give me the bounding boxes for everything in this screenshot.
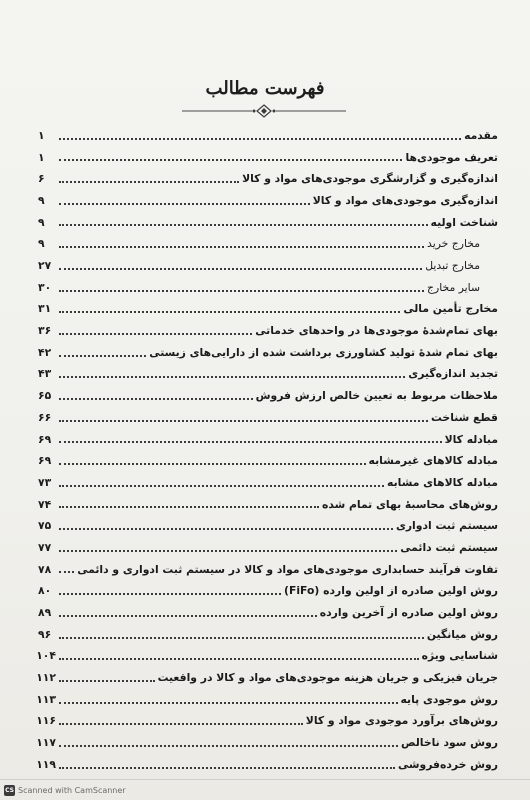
- dot-leader: [59, 138, 461, 140]
- toc-entry-page-number: ۱: [38, 128, 45, 142]
- toc-entry: [38, 144, 498, 166]
- dot-leader: [59, 571, 74, 573]
- dot-leader: [59, 159, 402, 161]
- toc-entry: [38, 122, 498, 144]
- toc-entry-page-number: ۷۳: [38, 475, 52, 489]
- dot-leader: [59, 745, 398, 747]
- dot-leader: [59, 355, 146, 357]
- toc-entry-page-number: ۱۱۷: [36, 736, 56, 750]
- dot-leader: [59, 441, 442, 443]
- scanner-watermark: [4, 785, 126, 796]
- toc-entry-label: مخارج تأمین مالی: [403, 302, 498, 316]
- dot-leader: [59, 702, 398, 704]
- toc-entry: [38, 534, 498, 556]
- toc-entry: [38, 577, 498, 599]
- toc-entry-label: سیستم ثبت ادواری: [395, 519, 498, 533]
- toc-entry-page-number: ۹: [38, 237, 45, 251]
- toc-entry-label: مبادله کالا: [444, 432, 498, 446]
- toc-entry: [38, 447, 498, 469]
- toc-entry-page-number: ۷۸: [38, 562, 52, 576]
- toc-entry: [38, 382, 498, 404]
- toc-entry: [38, 751, 498, 773]
- dot-leader: [59, 333, 252, 335]
- toc-entry: [38, 361, 498, 383]
- toc-entry: [38, 512, 498, 534]
- toc-entry-label: شناخت اولیه: [430, 215, 498, 229]
- toc-entry-label: تفاوت فرآیند حسابداری موجودی‌های مواد و کالا در سیستم ثبت ادواری و دائمی: [77, 562, 498, 576]
- toc-entry: [38, 209, 498, 231]
- toc-entry-label: اندازه‌گیری موجودی‌های مواد و کالا: [312, 193, 498, 207]
- dot-leader: [59, 268, 422, 270]
- toc-entry: [38, 469, 498, 491]
- toc-entry-page-number: ۱۱۹: [36, 757, 56, 771]
- toc-entry: [38, 686, 498, 708]
- toc-entry: [38, 729, 498, 751]
- toc-entry-page-number: ۶۹: [38, 454, 52, 468]
- toc-entry: [38, 165, 498, 187]
- dot-leader: [59, 290, 424, 292]
- page-edge-line: [0, 779, 530, 780]
- toc-entry: [38, 187, 498, 209]
- dot-leader: [59, 723, 303, 725]
- toc-entry-page-number: ۴۲: [38, 345, 52, 359]
- toc-entry-label: روش موجودی پایه: [400, 692, 498, 706]
- toc-entry-label: مبادله کالاهای مشابه: [387, 475, 498, 489]
- toc-entry-page-number: ۳۰: [38, 280, 52, 294]
- toc-entry-page-number: ۱۱۲: [36, 671, 56, 685]
- toc-entry-label: اندازه‌گیری و گزارشگری موجودی‌های مواد و کالا: [242, 172, 498, 186]
- toc-entry-label: جریان فیزیکی و جریان هزینه موجودی‌های مواد و کالا در واقعیت: [157, 671, 498, 685]
- toc-entry-label: سیستم ثبت دائمی: [400, 540, 498, 554]
- dot-leader: [59, 615, 317, 617]
- toc-entry-label: ملاحظات مربوط به تعیین خالص ارزش فروش: [255, 389, 498, 403]
- toc-entry-page-number: ۹: [38, 193, 45, 207]
- dot-leader: [59, 680, 155, 682]
- dot-leader: [59, 376, 405, 378]
- dot-leader: [59, 246, 424, 248]
- dot-leader: [59, 550, 397, 552]
- toc-entry-page-number: ۱۱۳: [36, 692, 56, 706]
- toc-entry: [38, 296, 498, 318]
- toc-entry-label: روش خرده‌فروشی: [397, 757, 498, 771]
- toc-entry-page-number: ۳۶: [38, 324, 52, 338]
- toc-entry-label: تجدید اندازه‌گیری: [408, 367, 498, 381]
- camscanner-icon: CS: [5, 787, 14, 794]
- toc-entry-page-number: ۴۳: [38, 367, 52, 381]
- toc-entry: [38, 664, 498, 686]
- toc-entry-label: مخارج تبدیل: [425, 259, 480, 273]
- dot-leader: [59, 463, 366, 465]
- toc-entry-label: شناسایی ویژه: [421, 649, 498, 663]
- toc-entry: [38, 317, 498, 339]
- dot-leader: [59, 767, 395, 769]
- toc-entry: [38, 491, 498, 513]
- toc-entry-page-number: ۶: [38, 172, 45, 186]
- toc-entry: [38, 404, 498, 426]
- toc-entry-page-number: ۱۱۶: [36, 714, 56, 728]
- dot-leader: [59, 485, 384, 487]
- toc-entry: [38, 643, 498, 665]
- toc-entry-label: تعریف موجودی‌ها: [405, 150, 498, 164]
- toc-entry: [38, 599, 498, 621]
- toc-entry-label: روش سود ناخالص: [401, 736, 498, 750]
- toc-entry-page-number: ۷۴: [38, 497, 52, 511]
- toc-entry-label: مقدمه: [464, 128, 498, 142]
- toc-entry-page-number: ۷۵: [38, 519, 52, 533]
- toc-entry: [38, 621, 498, 643]
- scanner-watermark-text: Scanned with CamScanner: [18, 786, 126, 795]
- dot-leader: [59, 203, 310, 205]
- dot-leader: [59, 181, 239, 183]
- toc-entry-page-number: ۶۹: [38, 432, 52, 446]
- toc-entry-page-number: ۹: [38, 215, 45, 229]
- toc-entry: [38, 426, 498, 448]
- toc-entry-label: بهای تمام‌شدهٔ موجودی‌ها در واحدهای خدماتی: [255, 324, 498, 338]
- dot-leader: [59, 528, 393, 530]
- toc-entry-label: مخارج خرید: [427, 237, 480, 251]
- toc-entry: [38, 230, 498, 252]
- toc-list: [38, 122, 498, 773]
- toc-entry: [38, 339, 498, 361]
- toc-entry-page-number: ۱۰۴: [36, 649, 56, 663]
- toc-entry-label: روش اولین صادره از اولین وارده (FiFo): [284, 584, 498, 598]
- toc-entry-label: روش اولین صادره از آخرین وارده: [319, 606, 498, 620]
- toc-entry-page-number: ۳۱: [38, 302, 52, 316]
- toc-entry-page-number: ۱: [38, 150, 45, 164]
- toc-entry-page-number: ۶۵: [38, 389, 52, 403]
- toc-entry-label: روش‌های محاسبهٔ بهای تمام شده: [321, 497, 498, 511]
- toc-entry-page-number: ۸۰: [38, 584, 52, 598]
- toc-entry-label: سایر مخارج: [427, 280, 480, 294]
- toc-entry-page-number: ۸۹: [38, 606, 52, 620]
- dot-leader: [59, 224, 428, 226]
- dot-leader: [59, 311, 400, 313]
- toc-entry: [38, 708, 498, 730]
- toc-entry: [38, 252, 498, 274]
- dot-leader: [59, 637, 424, 639]
- toc-entry-page-number: ۲۷: [38, 259, 52, 273]
- toc-entry-label: روش‌های برآورد موجودی مواد و کالا: [305, 714, 498, 728]
- dot-leader: [59, 506, 319, 508]
- toc-entry-label: مبادله کالاهای غیرمشابه: [368, 454, 498, 468]
- dot-leader: [59, 398, 253, 400]
- dot-leader: [59, 420, 428, 422]
- toc-entry: [38, 274, 498, 296]
- toc-entry: [38, 556, 498, 578]
- toc-entry-page-number: ۹۶: [38, 627, 52, 641]
- toc-entry-page-number: ۶۶: [38, 410, 52, 424]
- toc-entry-label: روش میانگین: [426, 627, 498, 641]
- toc-entry-page-number: ۷۷: [38, 540, 52, 554]
- dot-leader: [59, 658, 419, 660]
- ornament-divider: [180, 104, 348, 118]
- toc-entry-label: بهای تمام شدهٔ تولید کشاورزی برداشت شده از دارایی‌های زیستی: [149, 345, 498, 359]
- page-title: فهرست مطالب: [205, 78, 325, 99]
- toc-entry-label: قطع شناخت: [430, 410, 498, 424]
- dot-leader: [59, 593, 281, 595]
